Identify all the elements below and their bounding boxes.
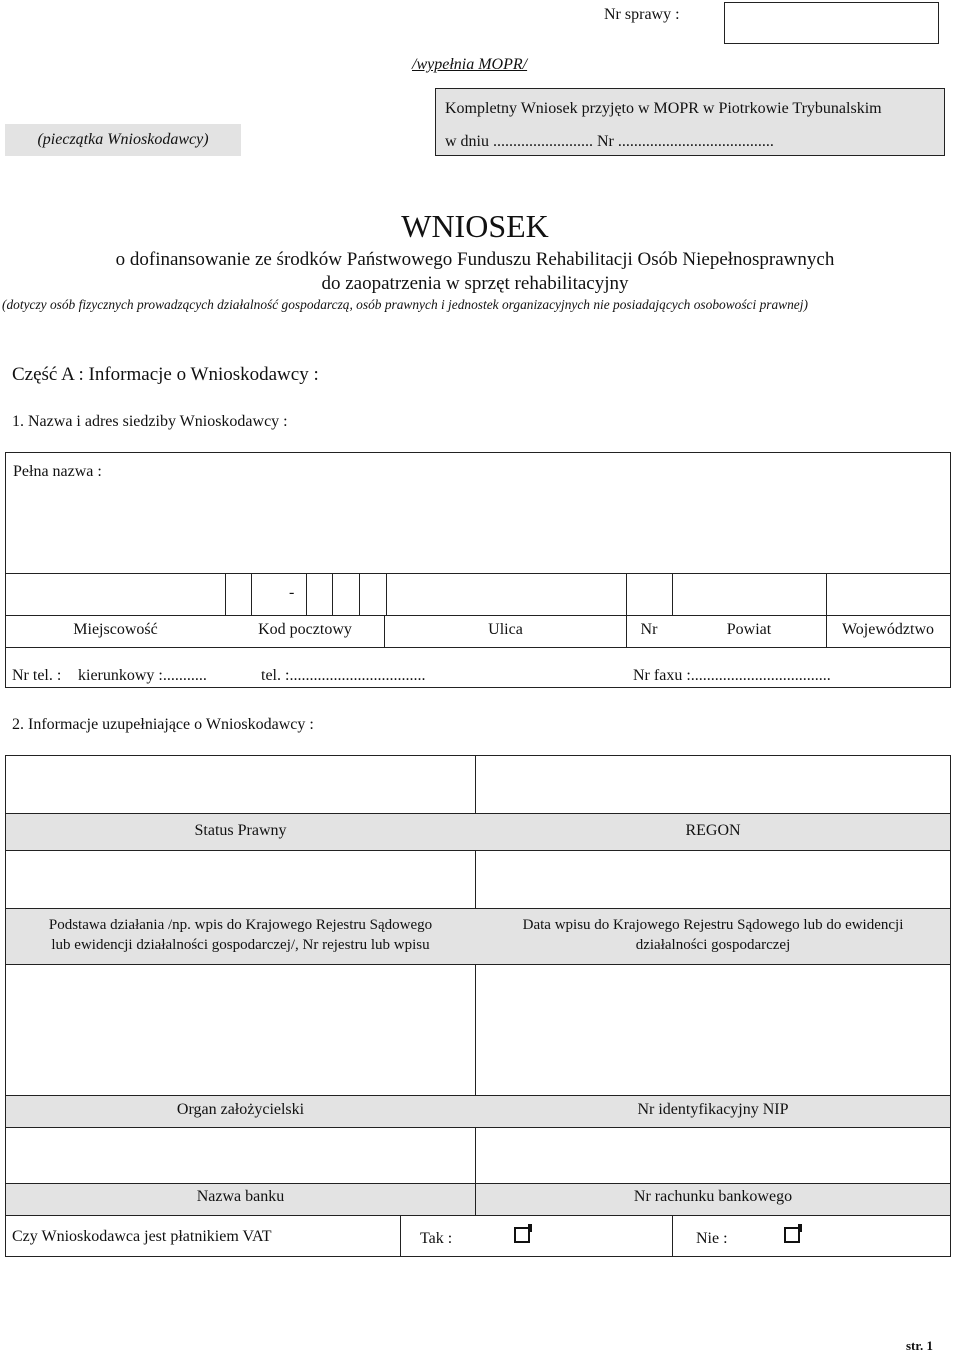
phone-label: Nr tel. : xyxy=(12,667,62,684)
founding-body-label: Organ założycielski xyxy=(176,1101,305,1118)
account-number-field[interactable] xyxy=(476,1128,950,1183)
page-number: str. 1 xyxy=(906,1338,933,1353)
entry-date-field[interactable] xyxy=(476,851,950,908)
stamp-label: (pieczątka Wnioskodawcy) xyxy=(5,124,241,156)
vat-no-label: Nie : xyxy=(696,1230,728,1247)
full-name-label: Pełna nazwa : xyxy=(13,463,102,480)
address-table xyxy=(5,452,951,688)
founding-body-field[interactable] xyxy=(6,965,475,1095)
supplementary-table xyxy=(5,755,951,1257)
document-title: WNIOSEK xyxy=(401,208,549,244)
received-line-2: w dniu ......................... Nr ....................................... xyxy=(445,133,774,150)
legal-status-label: Status Prawny xyxy=(194,822,287,839)
city-field[interactable] xyxy=(6,574,225,615)
street-field[interactable] xyxy=(387,574,626,615)
entry-date-label-1: Data wpisu do Krajowego Rejestru Sądowego lub do ewidencji xyxy=(522,917,904,933)
postal-code-label: Kod pocztowy xyxy=(258,621,352,638)
entry-date-label-2: działalności gospodarczej xyxy=(635,937,791,953)
vat-yes-label: Tak : xyxy=(420,1230,453,1247)
legal-basis-field[interactable] xyxy=(6,851,475,908)
vat-no-checkbox[interactable] xyxy=(784,1227,800,1243)
vat-yes-checkbox[interactable] xyxy=(514,1227,530,1243)
section-1-heading: 1. Nazwa i adres siedziby Wnioskodawcy : xyxy=(12,413,288,430)
nip-field[interactable] xyxy=(476,965,950,1095)
tel-field[interactable]: tel. :.................................. xyxy=(261,667,426,684)
legal-basis-label-2: lub ewidencji działalności gospodarczej/, Nr rejestru lub wpisu xyxy=(51,937,430,953)
full-name-field[interactable] xyxy=(8,471,938,571)
area-code-field[interactable]: kierunkowy :........... xyxy=(78,667,207,684)
title-line-1: o dofinansowanie ze środków Państwowego Funduszu Rehabilitacji Osób Niepełnosprawnych xyxy=(115,249,835,270)
regon-label: REGON xyxy=(685,822,741,839)
title-note: (dotyczy osób fizycznych prowadzących działalność gospodarczą, osób prawnych i jednostek organizacyjnych nie posiadających osobowości prawnej) xyxy=(2,297,808,312)
voivodeship-label: Województwo xyxy=(841,621,935,638)
received-box xyxy=(435,88,945,156)
city-label: Miejscowość xyxy=(73,621,158,638)
received-line-1: Kompletny Wniosek przyjęto w MOPR w Piotrkowie Trybunalskim xyxy=(445,100,882,117)
district-label: Powiat xyxy=(726,621,772,638)
vat-question: Czy Wnioskodawca jest płatnikiem VAT xyxy=(12,1228,272,1245)
district-field[interactable] xyxy=(673,574,826,615)
section-2-heading: 2. Informacje uzupełniające o Wnioskodawcy : xyxy=(12,716,314,733)
filled-by-note: /wypełnia MOPR/ xyxy=(412,56,528,73)
case-number-label: Nr sprawy : xyxy=(604,6,680,23)
bank-name-field[interactable] xyxy=(6,1128,475,1183)
fax-field[interactable]: Nr faxu :................................... xyxy=(633,667,831,684)
legal-status-field[interactable] xyxy=(6,756,475,813)
regon-field[interactable] xyxy=(476,756,950,813)
case-number-field[interactable] xyxy=(724,2,939,44)
number-label: Nr xyxy=(640,621,658,638)
postal-dash: - xyxy=(289,584,295,601)
legal-basis-label-1: Podstawa działania /np. wpis do Krajowego Rejestru Sądowego xyxy=(48,917,433,933)
account-number-label: Nr rachunku bankowego xyxy=(633,1188,793,1205)
number-field[interactable] xyxy=(627,574,672,615)
bank-name-label: Nazwa banku xyxy=(196,1188,285,1205)
voivodeship-field[interactable] xyxy=(827,574,950,615)
street-label: Ulica xyxy=(488,621,523,638)
nip-label: Nr identyfikacyjny NIP xyxy=(637,1101,789,1118)
part-a-heading: Część A : Informacje o Wnioskodawcy : xyxy=(12,364,319,385)
title-line-2: do zaopatrzenia w sprzęt rehabilitacyjny xyxy=(321,273,629,294)
